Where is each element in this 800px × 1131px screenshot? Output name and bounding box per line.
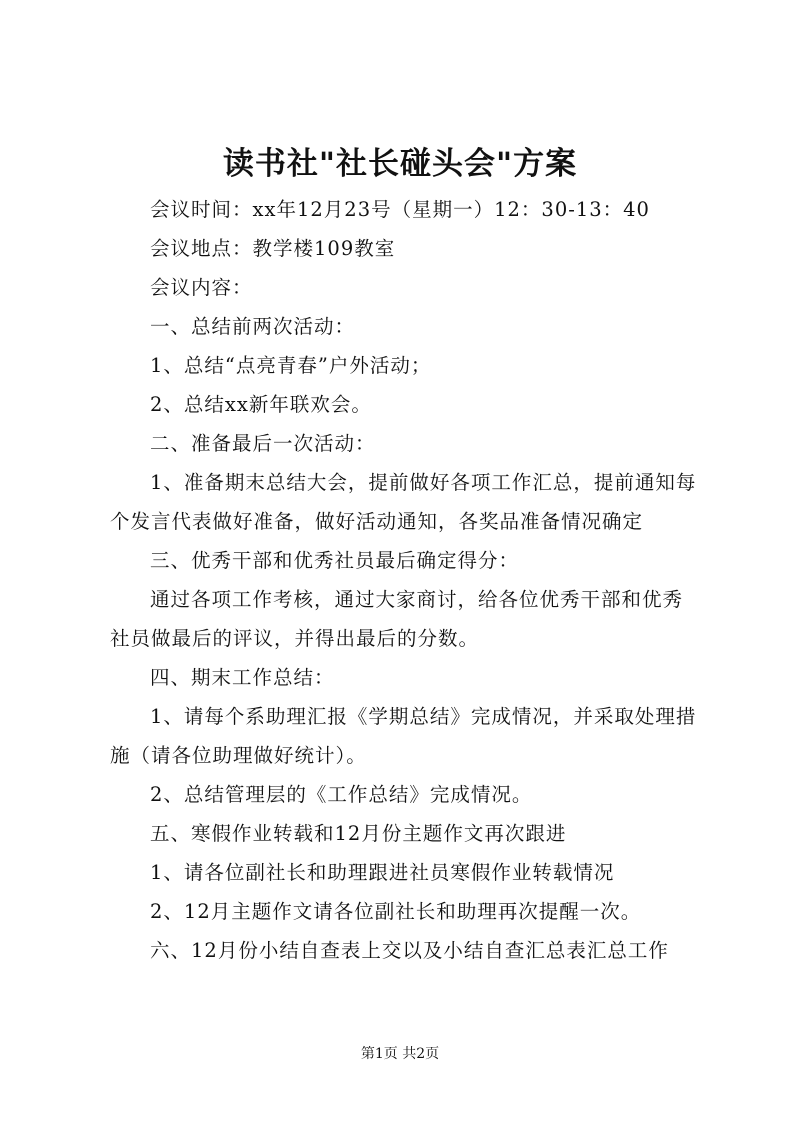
paragraph: 会议内容： xyxy=(150,276,253,299)
paragraph: 会议时间：xx年12月23号（星期一）12：30-13：40 xyxy=(150,198,650,221)
paragraph: 1、请每个系助理汇报《学期总结》完成情况，并采取处理措施（请各位助理做好统计）。 xyxy=(110,705,697,767)
document-title: 读书社"社长碰头会"方案 xyxy=(222,146,578,182)
paragraph: 通过各项工作考核，通过大家商讨，给各位优秀干部和优秀社员做最后的评议，并得出最后的分数。 xyxy=(110,588,684,650)
paragraph: 2、12月主题作文请各位副社长和助理再次提醒一次。 xyxy=(150,900,642,923)
document-body xyxy=(110,190,700,970)
paragraph: 1、请各位副社长和助理跟进社员寒假作业转载情况 xyxy=(150,861,615,884)
paragraph: 2、总结xx新年联欢会。 xyxy=(150,393,372,416)
paragraph: 四、期末工作总结： xyxy=(150,666,335,689)
paragraph: 六、12月份小结自查表上交以及小结自查汇总表汇总工作 xyxy=(150,939,669,962)
paragraph: 五、寒假作业转载和12月份主题作文再次跟进 xyxy=(150,822,567,845)
page-number-footer: 第1页 共2页 xyxy=(360,1046,440,1062)
paragraph: 1、总结“点亮青春”户外活动； xyxy=(150,354,432,377)
paragraph: 三、优秀干部和优秀社员最后确定得分： xyxy=(150,549,520,572)
paragraph: 会议地点：教学楼109教室 xyxy=(150,237,396,260)
paragraph: 2、总结管理层的《工作总结》完成情况。 xyxy=(150,783,533,806)
paragraph: 二、准备最后一次活动： xyxy=(150,432,376,455)
paragraph: 一、总结前两次活动： xyxy=(150,315,356,338)
paragraph: 1、准备期末总结大会，提前做好各项工作汇总，提前通知每个发言代表做好准备，做好活动通知，各奖品准备情况确定 xyxy=(110,471,697,533)
